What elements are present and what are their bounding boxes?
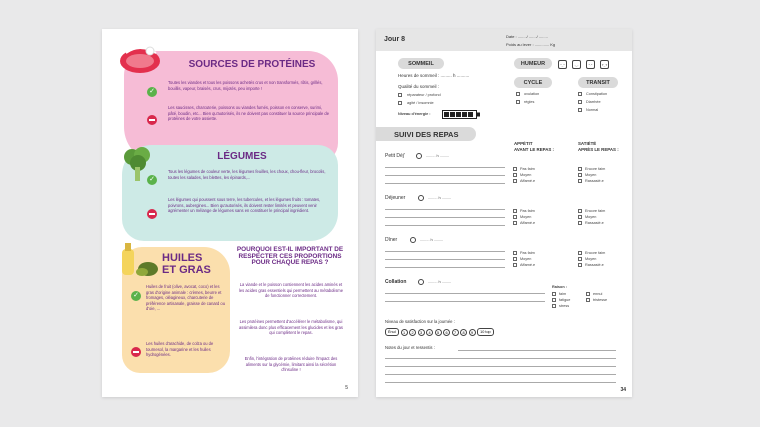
writing-line[interactable]: [385, 225, 505, 226]
clock-icon: [410, 237, 416, 243]
huiles-no-text: Les huiles d'arachide, de colza ou de tournesol, la margarine et les huiles hydrogénées.: [146, 341, 214, 358]
pourquoi-title: POURQUOI EST-IL IMPORTANT DE RESPECTER CES PROPORTIONS POUR CHAQUE REPAS ?: [236, 246, 344, 267]
humeur-label: HUMEUR: [514, 58, 552, 69]
sommeil-heures[interactable]: Heures de sommeil : ......... h ..........: [398, 73, 470, 78]
checkbox[interactable]: [552, 304, 556, 308]
energie-label: Niveau d'énergie :: [398, 112, 431, 116]
checkbox[interactable]: [513, 173, 517, 177]
huiles-title: [162, 253, 230, 276]
check-icon: ✓: [147, 87, 157, 97]
writing-line[interactable]: [385, 366, 616, 367]
checkbox[interactable]: [516, 100, 520, 104]
satiete-heading-1: SATIÉTÉ: [578, 141, 597, 146]
raison-option: tristesse: [593, 297, 608, 302]
meal-label-dejeuner: Déjeuner: [385, 195, 406, 201]
satiete-option: Rassasié.e: [585, 178, 604, 183]
mood-face-icon[interactable]: ^.^: [586, 60, 595, 69]
raison-label: Raison :: [552, 285, 567, 289]
satiete-option: Moyen: [585, 172, 597, 177]
appetit-option: Affamé.e: [520, 220, 536, 225]
clock-icon: [416, 153, 422, 159]
transit-option-2: Diarrhée: [586, 100, 601, 104]
satisfaction-label: Niveau de satisfaction sur la journée :: [385, 319, 455, 324]
satisfaction-option[interactable]: 4: [426, 329, 433, 336]
checkbox[interactable]: [578, 167, 582, 171]
page-number: 5: [345, 385, 348, 391]
legumes-no-text: Les légumes qui poussent sous terre, les tubercules, et les légumes fruits : tomates, poivrons, aubergines... Bien qu'autorisés, ils doivent rester limités et peuvent venir agrémenter un mélange de légumes sans en constituer le principal ingrédient.: [168, 197, 321, 214]
checkbox[interactable]: [578, 251, 582, 255]
checkbox[interactable]: [578, 257, 582, 261]
huiles-title-line-2: ET GRAS: [162, 263, 211, 276]
satisfaction-option[interactable]: 7: [452, 329, 459, 336]
steak-illustration: [118, 43, 166, 75]
meal-time[interactable]: ......... h .........: [420, 238, 444, 242]
checkbox[interactable]: [398, 101, 402, 105]
appetit-option: Moyen: [520, 172, 532, 177]
oil-illustration: [114, 239, 162, 279]
writing-line[interactable]: [385, 209, 505, 210]
checkbox[interactable]: [578, 173, 582, 177]
meal-label-petit-dej: Petit Déj': [385, 153, 405, 159]
mood-face-icon[interactable]: -_-: [572, 60, 581, 69]
writing-line[interactable]: [385, 374, 616, 375]
meal-time[interactable]: ......... h .........: [426, 154, 450, 158]
satisfaction-option[interactable]: 1: [401, 329, 408, 336]
writing-line[interactable]: [385, 382, 616, 383]
checkbox[interactable]: [578, 263, 582, 267]
appetit-option: Pas faim: [520, 166, 535, 171]
sommeil-option-1: réparateur / profond: [407, 93, 441, 97]
meal-time[interactable]: ......... h .........: [428, 196, 452, 200]
cycle-label: CYCLE: [514, 77, 552, 88]
writing-line[interactable]: [385, 167, 505, 168]
checkbox[interactable]: [513, 263, 517, 267]
clock-icon: [418, 279, 424, 285]
notes-label: Notes du jour et ressentis :: [385, 345, 435, 350]
raison-option: stress: [559, 303, 570, 308]
cycle-option-2: règles: [524, 100, 535, 104]
forbidden-icon: [147, 209, 157, 219]
appetit-heading-2: AVANT LE REPAS :: [514, 147, 555, 152]
satisfaction-option[interactable]: 3: [418, 329, 425, 336]
check-icon: ✓: [147, 175, 157, 185]
checkbox[interactable]: [513, 251, 517, 255]
checkbox[interactable]: [513, 257, 517, 261]
writing-line[interactable]: [385, 267, 505, 268]
writing-line[interactable]: [385, 301, 545, 302]
page-left: [102, 29, 358, 397]
sommeil-option-2: agité / insomnie: [407, 101, 434, 105]
writing-line[interactable]: [385, 358, 616, 359]
meal-label-diner: Dîner: [385, 237, 398, 243]
legumes-title: LÉGUMES: [217, 151, 267, 162]
writing-line[interactable]: [458, 350, 616, 351]
writing-line[interactable]: [385, 175, 505, 176]
checkbox[interactable]: [578, 100, 582, 104]
appetit-option: Affamé.e: [520, 178, 536, 183]
mood-face-icon[interactable]: ^_^: [558, 60, 567, 69]
cycle-option-1: ovulation: [524, 92, 540, 96]
collation-label: Collation: [385, 279, 407, 285]
checkbox[interactable]: [552, 292, 556, 296]
day-header: [376, 29, 632, 51]
poids-field[interactable]: Poids au lever : ............. Kg: [506, 42, 556, 47]
battery-icon: [442, 110, 482, 119]
date-field[interactable]: Date : ......../ ......./ ........: [506, 34, 548, 39]
forbidden-icon: [147, 115, 157, 125]
satisfaction-option[interactable]: 5: [435, 329, 442, 336]
checkbox[interactable]: [578, 209, 582, 213]
checkbox[interactable]: [578, 108, 582, 112]
sommeil-qualite-label: Qualité du sommeil :: [398, 84, 440, 89]
checkbox[interactable]: [398, 93, 402, 97]
satiete-option: Moyen: [585, 256, 597, 261]
writing-line[interactable]: [385, 183, 505, 184]
writing-line[interactable]: [385, 293, 545, 294]
legumes-ok-text: Tous les légumes de couleur verte, les légumes feuilles, les choux, chou-fleur, brocolis, toutes les salades, les blettes, les épinards,...: [168, 169, 326, 180]
pourquoi-paragraph-2: Les protéines permettent d'accélérer le métabolisme, qui assimilera donc plus efficacement les glucides et les gras qui complètent le repas.: [239, 319, 343, 336]
sommeil-label: SOMMEIL: [398, 58, 444, 69]
satiete-heading-2: APRÈS LE REPAS :: [578, 147, 619, 152]
checkbox[interactable]: [513, 215, 517, 219]
proteines-no-text: Les saucisses, charcuterie, poissons ou viandes fumés, poisson en conserve, surimi, pâté, boudin, etc... Bien qu'autorisés, ils ne doivent pas constituer la source principale de protéines de votre assiette.: [168, 105, 329, 122]
satisfaction-scale: [385, 328, 496, 336]
satiete-option: Encore faim: [585, 250, 606, 255]
writing-line[interactable]: [385, 259, 505, 260]
checkbox[interactable]: [586, 292, 590, 296]
proteines-ok-text: Toutes les viandes et tous les poissons achetés crus et non transformés, rôtis, grillés, bouillis, vapeur, braisés, crus, mijotés, peu importe !: [168, 80, 323, 91]
satisfaction-option[interactable]: 8: [460, 329, 467, 336]
proteines-title: SOURCES DE PROTÉINES: [188, 59, 316, 70]
checkbox[interactable]: [516, 92, 520, 96]
checkbox[interactable]: [578, 221, 582, 225]
writing-line[interactable]: [385, 217, 505, 218]
appetit-option: Pas faim: [520, 250, 535, 255]
satisfaction-high[interactable]: 10 top: [477, 328, 494, 336]
page-right: [376, 29, 632, 397]
check-icon: ✓: [131, 291, 141, 301]
checkbox[interactable]: [578, 179, 582, 183]
checkbox[interactable]: [513, 167, 517, 171]
satiete-option: Moyen: [585, 214, 597, 219]
writing-line[interactable]: [385, 251, 505, 252]
checkbox[interactable]: [578, 92, 582, 96]
appetit-option: Pas faim: [520, 208, 535, 213]
mood-face-icon[interactable]: T_T: [600, 60, 609, 69]
appetit-option: Affamé.e: [520, 262, 536, 267]
checkbox[interactable]: [552, 298, 556, 302]
huiles-ok-text: Huiles de fruit (olive, avocat, coco) et les gras d'origine animale : crèmes, beurre et fromages, oléagineux, charcuterie de préférence artisanale, graisse de canard ou d'oie, ...: [146, 284, 225, 312]
satiete-option: Encore faim: [585, 208, 606, 213]
page-number: 34: [620, 387, 626, 393]
checkbox[interactable]: [513, 209, 517, 213]
satisfaction-option[interactable]: 9: [469, 329, 476, 336]
transit-option-1: Constipation: [586, 92, 608, 96]
satisfaction-low[interactable]: Énul: [385, 328, 399, 336]
satiete-option: Rassasié.e: [585, 262, 604, 267]
collation-time[interactable]: ......... h .........: [428, 280, 452, 284]
satiete-option: Rassasié.e: [585, 220, 604, 225]
day-title: Jour 8: [384, 36, 406, 43]
appetit-heading-1: APPÉTIT: [514, 141, 533, 146]
transit-label: TRANSIT: [578, 77, 618, 88]
forbidden-icon: [131, 347, 141, 357]
pourquoi-paragraph-3: Enfin, l'intégration de protéines réduire l'impact des aliments sur la glycémie, limitant ainsi la sécrétion d'insuline !: [244, 356, 338, 373]
raison-option: faim: [559, 291, 567, 296]
appetit-option: Moyen: [520, 214, 532, 219]
checkbox[interactable]: [513, 179, 517, 183]
transit-option-3: Normal: [586, 108, 599, 112]
satisfaction-option[interactable]: 2: [409, 329, 416, 336]
satiete-option: Encore faim: [585, 166, 606, 171]
checkbox[interactable]: [578, 215, 582, 219]
raison-option: ennui: [593, 291, 603, 296]
satisfaction-option[interactable]: 6: [443, 329, 450, 336]
huiles-title-line-1: HUILES: [162, 252, 203, 264]
checkbox[interactable]: [513, 221, 517, 225]
pourquoi-paragraph-1: La viande et le poisson contiennent les acides aminés et les acides gras essentiels qui permettent au métabolisme de fonctionner correctement.: [239, 282, 343, 299]
checkbox[interactable]: [586, 298, 590, 302]
appetit-option: Moyen: [520, 256, 532, 261]
clock-icon: [418, 195, 424, 201]
suivi-repas-label: SUIVI DES REPAS: [376, 127, 476, 141]
raison-option: fatigue: [559, 297, 571, 302]
